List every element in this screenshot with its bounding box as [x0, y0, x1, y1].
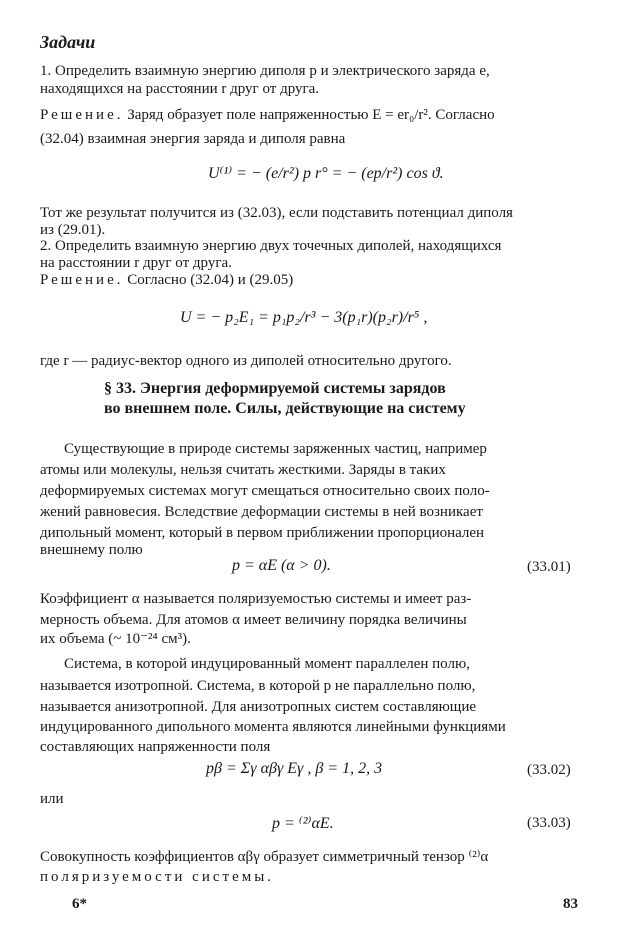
- problem1-line6: из (29.01).: [40, 222, 106, 238]
- problem2-solution-line: [40, 271, 293, 289]
- body-p3-line4: индуцированного дипольного момента являются линейными функциями: [40, 719, 506, 735]
- body-p1-line2: атомы или молекулы, нельзя считать жесткими. Заряды в таких: [40, 462, 446, 478]
- body-p3-line5: составляющих напряженности поля: [40, 739, 271, 755]
- equation-dipole-charge: U⁽¹⁾ = − (e/r²) p r° = − (ep/r²) cos ϑ.: [208, 165, 444, 182]
- body-p2-line3: их объема (~ 10⁻²⁴ см³).: [40, 631, 191, 647]
- equation-number-33-02: (33.02): [527, 762, 571, 778]
- body-p4-line2: поляризуемости системы.: [40, 869, 275, 885]
- solution-label: Решение.: [40, 107, 124, 123]
- problem1-line5: Тот же результат получится из (32.03), если подставить потенциал диполя: [40, 205, 513, 221]
- body-p1-line4: жений равновесия. Вследствие деформации системы в ней возникает: [40, 504, 483, 520]
- problem2-solution-text: Согласно (32.04) и (29.05): [127, 272, 294, 288]
- section-title-line1: § 33. Энергия деформируемой системы зарядов: [104, 380, 446, 397]
- problem2-line1: 2. Определить взаимную энергию двух точечных диполей, находящихся: [40, 238, 502, 254]
- problem1-solution-text: Заряд образует поле напряженностью E = er₀/r². Согласно: [127, 107, 495, 123]
- body-p1-line6: внешнему полю: [40, 542, 143, 558]
- body-p3-line1: Система, в которой индуцированный момент параллелен полю,: [64, 656, 470, 672]
- problem1-line4: (32.04) взаимная энергия заряда и диполя равна: [40, 131, 346, 147]
- body-p4-line1: Совокупность коэффициентов αβγ образует симметричный тензор ⁽²⁾α: [40, 849, 489, 865]
- equation-number-33-03: (33.03): [527, 815, 571, 831]
- body-p2-line2: мерность объема. Для атомов α имеет величину порядка величины: [40, 612, 467, 628]
- equation-33-02: pβ = Σγ αβγ Eγ , β = 1, 2, 3: [206, 760, 383, 777]
- body-p1-line5: дипольный момент, который в первом приближении пропорционален: [40, 525, 485, 541]
- body-p3-line2: называется изотропной. Система, в которой p не параллельно полю,: [40, 678, 476, 694]
- equation-33-01: p = αE (α > 0).: [232, 557, 331, 574]
- equation-number-33-01: (33.01): [527, 559, 571, 575]
- solution-label: Решение.: [40, 272, 124, 288]
- equation-two-dipoles: U = − p₂E₁ = p₁p₂/r³ − 3(p₁r)(p₂r)/r⁵ ,: [180, 309, 428, 326]
- problem1-line1: 1. Определить взаимную энергию диполя p и электрического заряда e,: [40, 63, 490, 79]
- problem2-line2: на расстоянии r друг от друга.: [40, 255, 232, 271]
- section-title-line2: во внешнем поле. Силы, действующие на систему: [104, 400, 466, 417]
- equation-33-03: p = ⁽²⁾αE.: [272, 815, 334, 832]
- page-number: 83: [563, 896, 578, 912]
- body-p1-line1: Существующие в природе системы заряженных частиц, например: [64, 441, 487, 457]
- signature-mark: 6*: [72, 896, 87, 912]
- body-p2-line1: Коэффициент α называется поляризуемостью системы и имеет раз-: [40, 591, 472, 607]
- problem2-line4: где r — радиус-вектор одного из диполей относительно другого.: [40, 353, 452, 369]
- body-p1-line3: деформируемых системах могут смещаться относительно своих поло-: [40, 483, 490, 499]
- body-p3-line3: называется анизотропной. Для анизотропных систем составляющие: [40, 699, 477, 715]
- problem1-solution-line: [40, 106, 495, 124]
- problems-heading: Задачи: [40, 32, 96, 52]
- problem1-line2: находящихся на расстоянии r друг от друга.: [40, 81, 320, 97]
- or-word: или: [40, 791, 64, 807]
